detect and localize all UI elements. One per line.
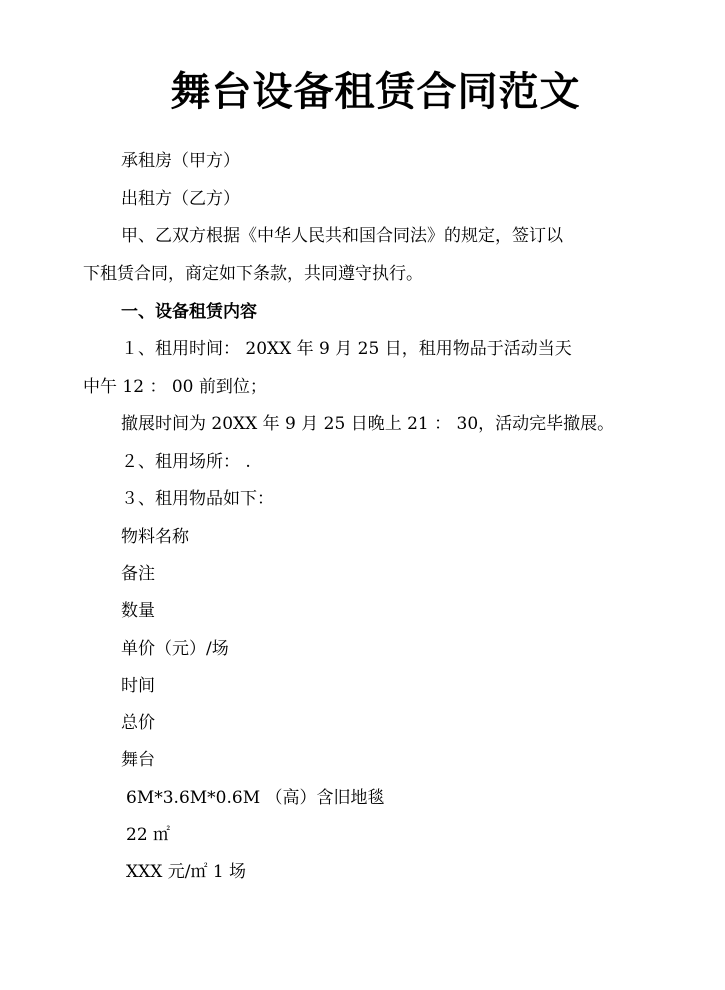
clause-2-line: ２、租用场所： . xyxy=(121,452,251,472)
document-title: 舞台设备租赁合同范文 xyxy=(170,69,581,115)
table-header-quantity: 数量 xyxy=(121,601,155,621)
table-header-item-name: 物料名称 xyxy=(121,527,189,547)
table-header-unit-price: 单价（元）/场 xyxy=(121,639,229,659)
table-header-remarks: 备注 xyxy=(121,564,155,584)
preamble-line-2: 下租赁合同，商定如下条款，共同遵守执行。 xyxy=(83,264,423,284)
clause-3-line: ３、租用物品如下： xyxy=(121,489,274,509)
teardown-time-line: 撤展时间为 20XX 年 9 月 25 日晚上 21 ： 30，活动完毕撤展。 xyxy=(121,414,615,434)
table-header-total: 总价 xyxy=(121,713,155,733)
table-header-time: 时间 xyxy=(121,676,155,696)
party-b-line: 出租方（乙方） xyxy=(121,189,240,209)
section-heading-1: 一、设备租赁内容 xyxy=(121,302,257,322)
clause-1-line-2: 中午 12 ： 00 前到位； xyxy=(83,377,267,397)
preamble-line-1: 甲、乙双方根据《中华人民共和国合同法》的规定，签订以 xyxy=(121,226,563,246)
party-a-line: 承租房（甲方） xyxy=(121,151,240,171)
table-cell-stage-spec: 6M*3.6M*0.6M （高）含旧地毯 xyxy=(126,788,385,808)
table-cell-stage-quantity: 22 ㎡ xyxy=(126,825,171,845)
clause-1-line-1: １、租用时间： 20XX 年 9 月 25 日，租用物品于活动当天 xyxy=(121,339,572,359)
table-cell-stage: 舞台 xyxy=(121,750,155,770)
table-cell-stage-price: XXX 元/㎡ 1 场 xyxy=(126,862,247,882)
